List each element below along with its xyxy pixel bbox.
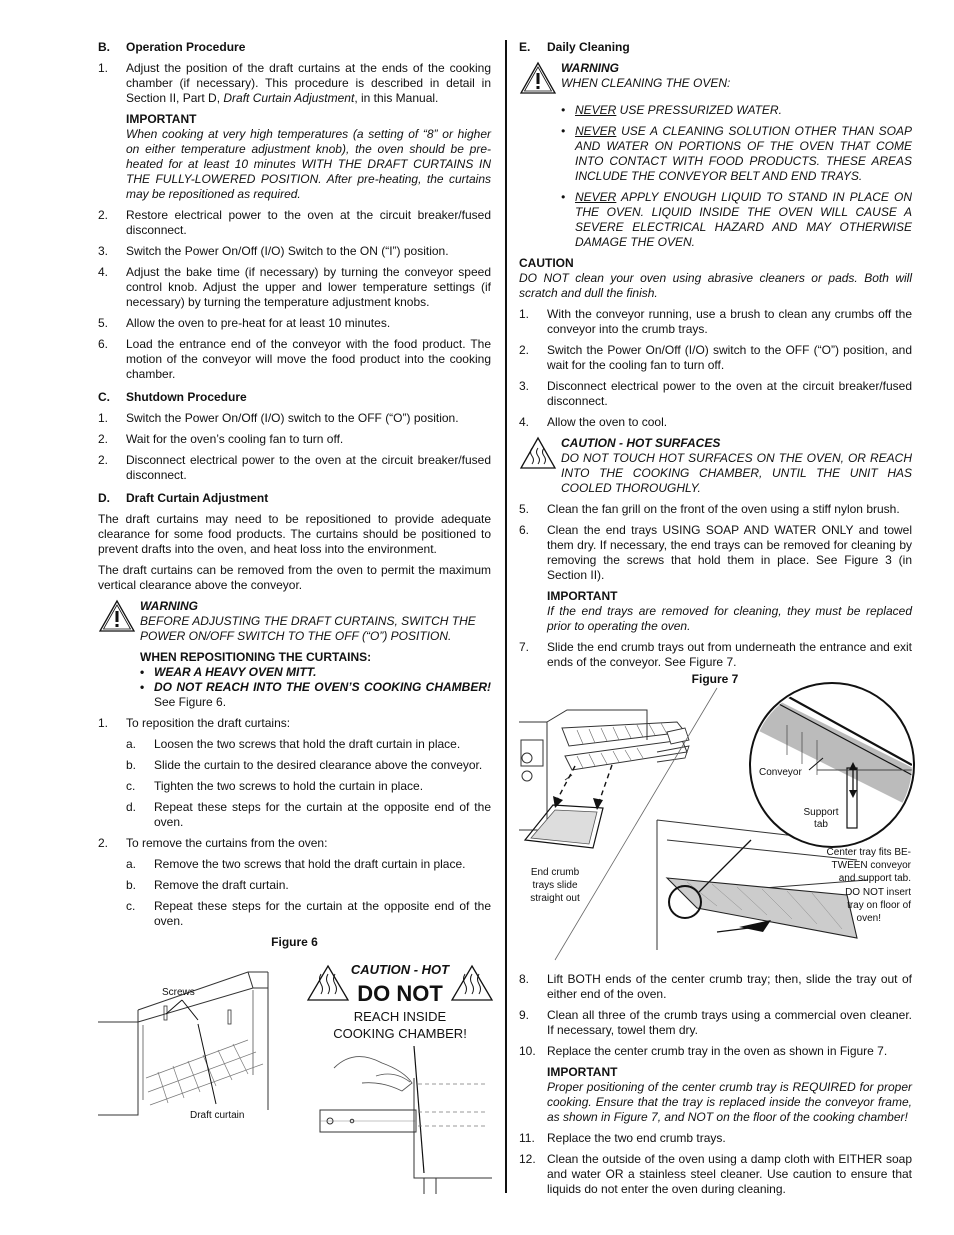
- step-item: 12. Clean the outside of the oven using a damp cloth with EITHER soap and water OR a stainless steel cleaner. Use caution to ensure that liquids do not enter the oven during cleaning.: [519, 1152, 912, 1196]
- substep-item: c. Tighten the two screws to hold the curtain in place.: [126, 779, 424, 793]
- important-center-tray: IMPORTANT Proper positioning of the center crumb tray is REQUIRED for proper cooking. Ensure that the tray is replaced inside the conveyor frame, as shown in Figure 7, and NOT on the floor of the cooking chamber!: [547, 1065, 912, 1124]
- curtain-para-2: The draft curtains can be removed from the oven to permit the maximum vertical clearance above the conveyor.: [98, 563, 491, 592]
- curtain-step-2: 2. To remove the curtains from the oven:: [98, 836, 328, 850]
- step-item: 4. Allow the oven to cool.: [519, 415, 668, 429]
- substep-item: c. Repeat these steps for the curtain at the opposite end of the oven.: [126, 899, 491, 928]
- step-item: 5. Allow the oven to pre-heat for at least 10 minutes.: [98, 316, 391, 330]
- important-note-preheat: IMPORTANT When cooking at very high temperatures (a setting of “8” or higher on either temperature adjustment knob), the oven should be pre-heated for at least 10 minutes WITH THE DRAFT CURTAINS IN THE FULLY-LOWERED POSITION. After pre-heating, the curtains may be repositioned as required.: [126, 112, 491, 201]
- screws-label: Screws: [162, 987, 195, 998]
- section-b-heading: B. Operation Procedure: [98, 40, 246, 54]
- cleaning-steps-a: [519, 307, 912, 430]
- step-item: 6. Clean the end trays USING SOAP AND WATER ONLY and towel them dry. If necessary, the end trays can be removed for cleaning by removing the screws that hold them in place. See Figure 3 (in Section II).: [519, 523, 912, 582]
- reposition-notes: WHEN REPOSITIONING THE CURTAINS: • WEAR A HEAVY OVEN MITT. • DO NOT REACH INTO THE OVEN’S COOKING CHAMBER! See Figure 6.: [140, 650, 491, 709]
- substep-item: b. Remove the draft curtain.: [126, 878, 289, 892]
- section-e-heading: E. Daily Cleaning: [519, 40, 630, 54]
- curtain-warning: WARNING BEFORE ADJUSTING THE DRAFT CURTAINS, SWITCH THE POWER ON/OFF SWITCH TO THE OFF (“O”) POSITION.: [98, 599, 491, 644]
- cleaning-steps-d: [519, 1131, 912, 1197]
- reposition-substeps: [98, 737, 491, 830]
- cleaning-steps-b: [519, 502, 912, 583]
- caution-body: DO NOT clean your oven using abrasive cleaners or pads. Both will scratch and dull the finish.: [519, 271, 912, 300]
- step-item: 2. Disconnect electrical power to the oven at the circuit breaker/fused disconnect.: [98, 453, 491, 482]
- caution-heading: CAUTION: [519, 256, 574, 270]
- figure-6-oven-illustration: [98, 960, 298, 1140]
- step-item: 6. Load the entrance end of the conveyor with the food product. The motion of the conveyor will move the food product into the cooking chamber.: [98, 337, 491, 381]
- hot-surfaces-caution: CAUTION - HOT SURFACES DO NOT TOUCH HOT SURFACES ON THE OVEN, OR REACH INTO THE COOKING CHAMBER, UNTIL THE UNIT HAS COOLED THOROUGHLY.: [519, 436, 912, 496]
- step-item: 9. Clean all three of the crumb trays using a commercial oven cleaner. If necessary, towel them dry.: [519, 1008, 912, 1037]
- warning-triangle-icon: [98, 599, 140, 644]
- tab-label: tab: [814, 819, 828, 830]
- step-item: 3. Disconnect electrical power to the oven at the circuit breaker/fused disconnect.: [519, 379, 912, 408]
- step-item: 11. Replace the two end crumb trays.: [519, 1131, 726, 1145]
- warning-triangle-icon: [519, 61, 561, 99]
- substep-item: a. Loosen the two screws that hold the draft curtain in place.: [126, 737, 461, 751]
- substep-item: d. Repeat these steps for the curtain at the opposite end of the oven.: [126, 800, 491, 829]
- end-crumb-label-2: trays slide: [532, 880, 578, 891]
- conveyor-label: Conveyor: [759, 767, 802, 778]
- cleaning-warning: WARNING WHEN CLEANING THE OVEN:: [519, 61, 912, 99]
- step-item: 1. With the conveyor running, use a brush to clean any crumbs off the conveyor into the crumb trays.: [519, 307, 912, 336]
- substep-item: b. Slide the curtain to the desired clearance above the conveyor.: [126, 758, 483, 772]
- center-tray-label-1: Center tray fits BE-: [826, 847, 911, 858]
- left-column: [98, 40, 491, 950]
- column-divider: [505, 40, 507, 1193]
- substep-item: a. Remove the two screws that hold the draft curtain in place.: [126, 857, 466, 871]
- reach-inside-label: REACH INSIDE: [353, 1009, 447, 1024]
- center-tray-label-5: tray on floor of: [847, 900, 911, 911]
- step-item: 10. Replace the center crumb tray in the oven as shown in Figure 7.: [519, 1044, 888, 1058]
- support-label: Support: [803, 807, 839, 818]
- center-tray-label-2: TWEEN conveyor: [831, 860, 911, 871]
- caution-hot-label: CAUTION - HOT: [350, 962, 450, 977]
- cooking-chamber-label: COOKING CHAMBER!: [333, 1026, 467, 1041]
- step-item: 2. Restore electrical power to the oven at the circuit breaker/fused disconnect.: [98, 208, 491, 237]
- step-item: 4. Adjust the bake time (if necessary) by turning the conveyor speed control knob. Adjust the upper and lower temperature settings (if necessary) by turning the temperature adjustment knobs.: [98, 265, 491, 309]
- do-not-label: DO NOT: [357, 981, 443, 1006]
- step-item: 8. Lift BOTH ends of the center crumb tray; then, slide the tray out of either end of the oven.: [519, 972, 912, 1001]
- step-item: 1. Switch the Power On/Off (I/O) switch to the OFF (“O”) position.: [98, 411, 459, 425]
- hot-surface-icon: [519, 436, 561, 496]
- step-item: 2. Wait for the oven’s cooling fan to turn off.: [98, 432, 344, 446]
- curtain-para-1: The draft curtains may need to be repositioned to provide adequate clearance for some food products. The curtains should be positioned to prevent drafts into the oven, and heat loss into the environment.: [98, 512, 491, 556]
- op-step-1: 1. Adjust the position of the draft curtains at the ends of the cooking chamber (if necessary). This procedure is described in detail in Section II, Part D, Draft Curtain Adjustment, in this Manual.: [98, 61, 491, 105]
- right-column: [519, 40, 912, 676]
- step-item: 3. Switch the Power On/Off (I/O) Switch to the ON (“I”) position.: [98, 244, 449, 258]
- remove-substeps: [98, 857, 491, 929]
- figure-6-title: Figure 6: [271, 935, 318, 949]
- figure-6-caution-sign: [306, 958, 496, 1198]
- important-end-trays: IMPORTANT If the end trays are removed for cleaning, they must be replaced prior to operating the oven.: [547, 589, 912, 633]
- section-d-heading: D. Draft Curtain Adjustment: [98, 491, 269, 505]
- end-crumb-label-3: straight out: [530, 893, 580, 904]
- section-c-heading: C. Shutdown Procedure: [98, 390, 247, 404]
- cleaning-warning-bullets: • NEVER USE PRESSURIZED WATER. • NEVER USE A CLEANING SOLUTION OTHER THAN SOAP AND WATER ON PORTIONS OF THE OVEN THAT COME INTO CONTACT WITH FOOD PRODUCTS. THESE AREAS INCLUDE THE CONVEYOR BELT AND END TRAYS. • NEVER APPLY ENOUGH LIQUID TO STAND IN PLACE ON THE OVEN. LIQUID INSIDE THE OVEN WILL CAUSE A SEVERE ELECTRICAL HAZARD AND MAY OTHERWISE DAMAGE THE OVEN.: [561, 103, 912, 249]
- step-item: 5. Clean the fan grill on the front of the oven using a stiff nylon brush.: [519, 502, 900, 516]
- hot-surface-icon: [308, 966, 348, 1000]
- hot-surface-icon: [452, 966, 492, 1000]
- draft-curtain-label: Draft curtain: [190, 1110, 245, 1121]
- curtain-step-1: 1. To reposition the draft curtains:: [98, 716, 291, 730]
- step-item: 2. Switch the Power On/Off (I/O) switch to the OFF (“O”) position, and wait for the cooling fan to turn off.: [519, 343, 912, 372]
- op-steps-list: [98, 208, 491, 382]
- figure-7-illustration: [517, 670, 915, 965]
- center-tray-label-6: oven!: [856, 913, 881, 924]
- end-crumb-label-1: End crumb: [530, 867, 580, 878]
- cleaning-steps-c: [519, 972, 912, 1059]
- cleaning-step-7: 7. Slide the end crumb trays out from underneath the entrance and exit ends of the conveyor. See Figure 7.: [519, 640, 912, 669]
- center-tray-label-3: and support tab.: [838, 873, 911, 884]
- right-column-lower: [519, 972, 912, 1203]
- shutdown-steps-list: [98, 411, 491, 483]
- center-tray-label-4: DO NOT insert: [845, 887, 911, 898]
- figure-7-title: Figure 7: [691, 672, 739, 686]
